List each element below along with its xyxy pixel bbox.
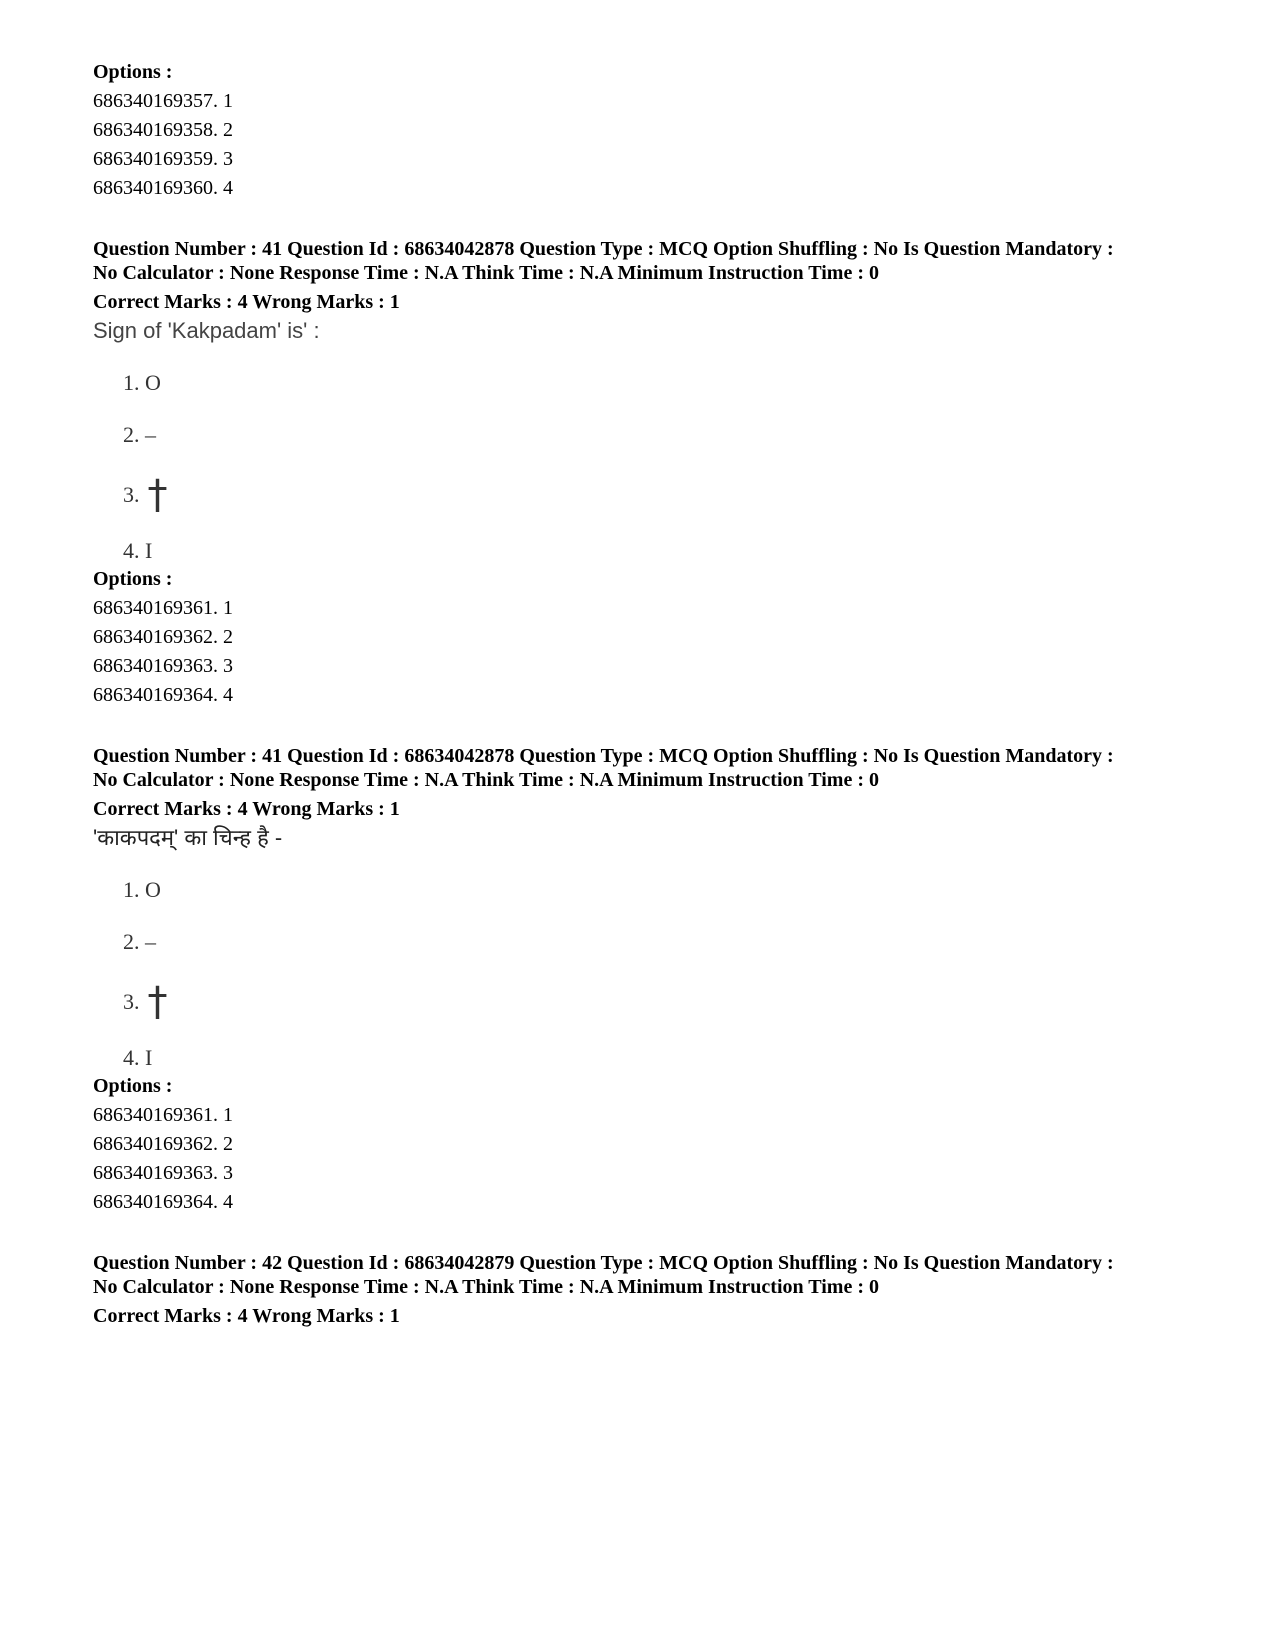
question-block [93,744,1193,1217]
choice-number: 1. [123,370,140,395]
question-marks: Correct Marks : 4 Wrong Marks : 1 [93,291,400,313]
choice-symbol: O [145,370,161,395]
option-id-line: 686340169361. 1 [93,1104,233,1126]
option-id-line: 686340169363. 3 [93,1162,233,1184]
question-block [93,1251,1193,1331]
choice-item [93,421,1193,449]
choice-number: 1. [123,877,140,902]
choice-symbol: – [145,929,156,954]
option-id-line: 686340169362. 2 [93,1133,233,1155]
question-text: 'काकपदम्' का चिन्ह है - [93,825,283,850]
choice-symbol: – [145,422,156,447]
question-marks: Correct Marks : 4 Wrong Marks : 1 [93,1305,400,1327]
question-text: Sign of 'Kakpadam' is' : [93,318,320,343]
options-block-top [93,58,1193,203]
options-label: Options : [93,1075,173,1097]
question-header: No Calculator : None Response Time : N.A Think Time : N.A Minimum Instruction Time : 0 [93,262,879,284]
options-label: Options : [93,61,173,83]
option-id-line: 686340169362. 2 [93,626,233,648]
choice-symbol: O [145,877,161,902]
choice-item [93,369,1193,397]
choice-item [93,1044,1193,1072]
option-id-line: 686340169357. 1 [93,90,233,112]
option-id-line: 686340169363. 3 [93,655,233,677]
dagger-symbol: † [147,472,168,518]
option-id-line: 686340169364. 4 [93,684,233,706]
options-label: Options : [93,568,173,590]
question-header: No Calculator : None Response Time : N.A Think Time : N.A Minimum Instruction Time : 0 [93,1276,879,1298]
document-page [93,58,1193,1331]
question-header: Question Number : 41 Question Id : 68634042878 Question Type : MCQ Option Shuffling : No Is Question Mandatory : [93,238,1114,260]
choice-item [93,928,1193,956]
choice-symbol: I [145,538,153,563]
question-header: No Calculator : None Response Time : N.A Think Time : N.A Minimum Instruction Time : 0 [93,769,879,791]
choice-number: 3. [123,482,140,507]
choice-item [93,978,1193,1026]
choice-number: 3. [123,989,140,1014]
choice-number: 2. [123,422,140,447]
question-header: Question Number : 42 Question Id : 68634042879 Question Type : MCQ Option Shuffling : No Is Question Mandatory : [93,1252,1114,1274]
choice-number: 4. [123,1045,140,1070]
question-marks: Correct Marks : 4 Wrong Marks : 1 [93,798,400,820]
question-block [93,237,1193,710]
option-id-line: 686340169360. 4 [93,177,233,199]
choice-item [93,471,1193,519]
choice-number: 2. [123,929,140,954]
choice-symbol: I [145,1045,153,1070]
option-id-line: 686340169364. 4 [93,1191,233,1213]
dagger-symbol: † [147,979,168,1025]
option-id-line: 686340169358. 2 [93,119,233,141]
choice-number: 4. [123,538,140,563]
choice-item [93,537,1193,565]
question-header: Question Number : 41 Question Id : 68634042878 Question Type : MCQ Option Shuffling : No Is Question Mandatory : [93,745,1114,767]
choice-item [93,876,1193,904]
option-id-line: 686340169359. 3 [93,148,233,170]
option-id-line: 686340169361. 1 [93,597,233,619]
